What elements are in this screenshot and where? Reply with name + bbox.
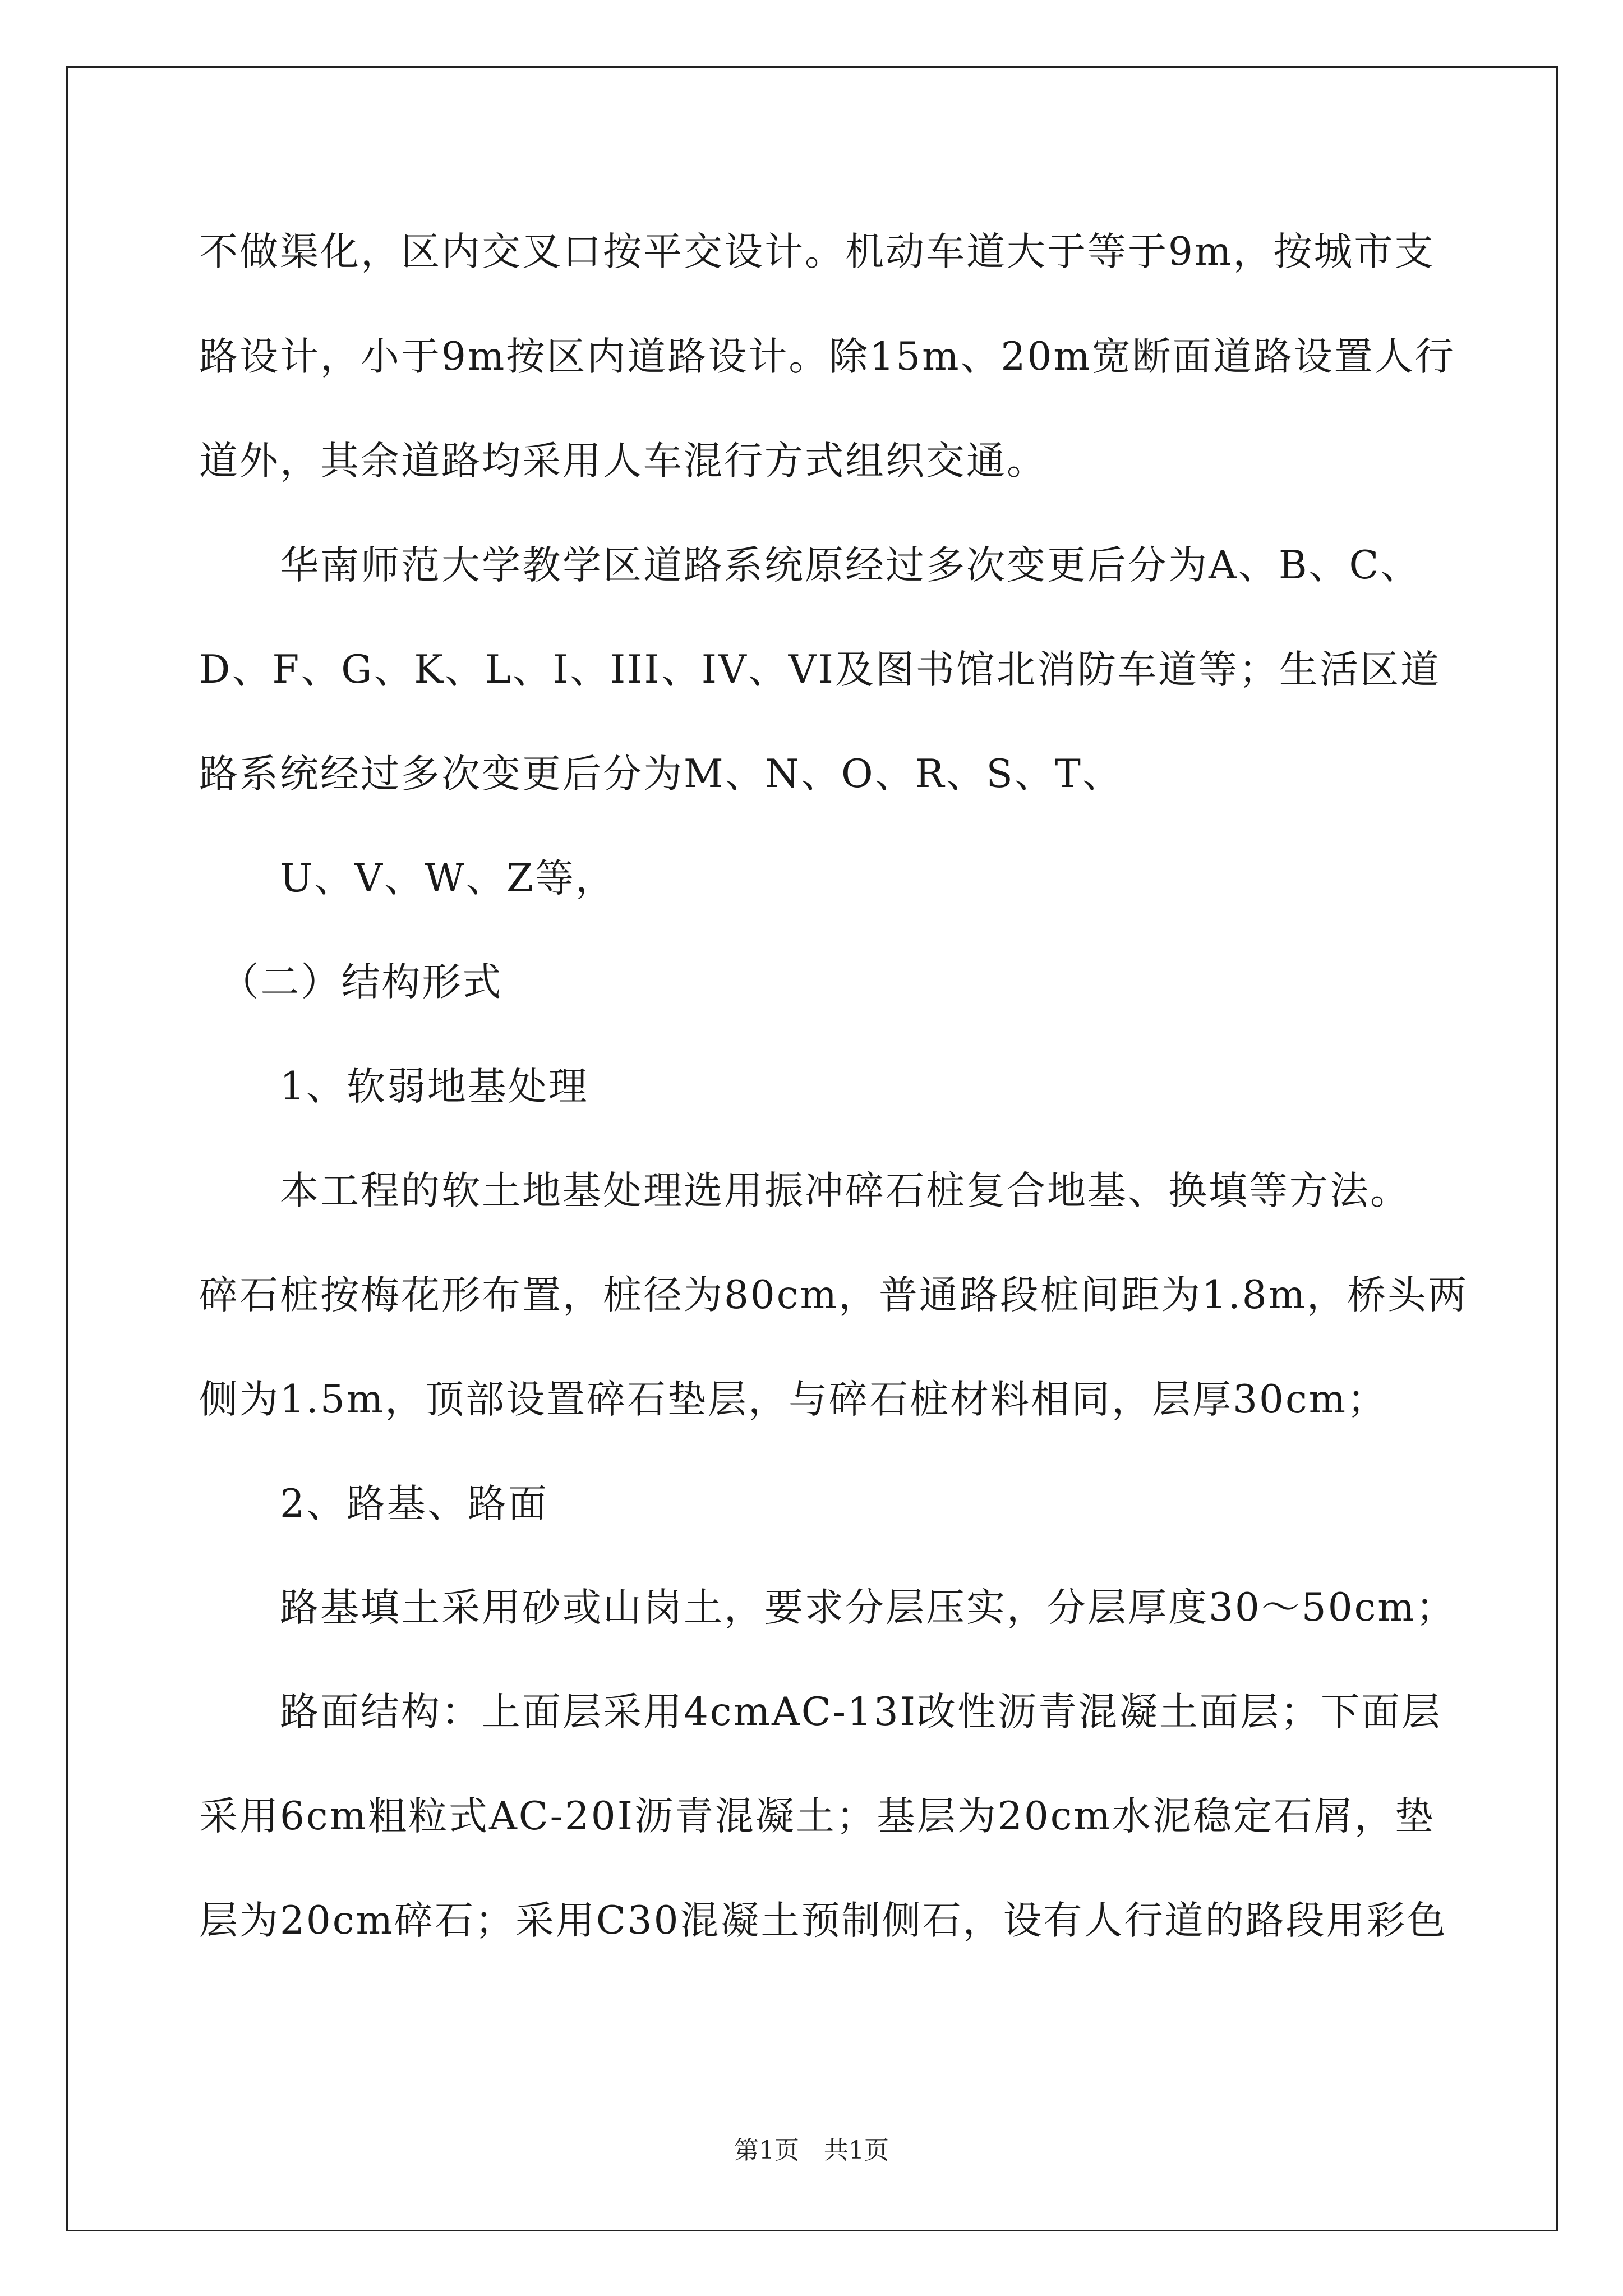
text-line: 华南师范大学教学区道路系统原经过多次变更后分为A、B、C、 xyxy=(199,543,1421,588)
text-line: 采用6cm粗粒式AC-20I沥青混凝土；基层为20cm水泥稳定石屑，垫 xyxy=(199,1794,1435,1839)
text-line: 层为20cm碎石；采用C30混凝土预制侧石，设有人行道的路段用彩色 xyxy=(199,1898,1447,1943)
page-footer: 第1页 共1页 xyxy=(734,2136,889,2165)
text-line: 侧为1.5m，顶部设置碎石垫层，与碎石桩材料相同，层厚30cm； xyxy=(199,1377,1388,1422)
text-line: 碎石桩按梅花形布置，桩径为80cm，普通路段桩间距为1.8m，桥头两 xyxy=(199,1273,1469,1318)
subsection-heading: 2、路基、路面 xyxy=(199,1481,548,1526)
text-line: 路面结构：上面层采用4cmAC-13I改性沥青混凝土面层；下面层 xyxy=(199,1690,1442,1734)
text-line: D、F、G、K、L、I、III、IV、VI及图书馆北消防车道等；生活区道 xyxy=(199,647,1441,692)
text-line: U、V、W、Z等， xyxy=(199,856,616,901)
text-line: 路设计，小于9m按区内道路设计。除15m、20m宽断面道路设置人行 xyxy=(199,334,1455,379)
text-line: 道外，其余道路均采用人车混行方式组织交通。 xyxy=(199,439,1047,484)
text-line: 路基填土采用砂或山岗土，要求分层压实，分层厚度30～50cm； xyxy=(199,1585,1456,1630)
text-line: 不做渠化，区内交叉口按平交设计。机动车道大于等于9m，按城市支 xyxy=(199,229,1435,274)
text-line: 路系统经过多次变更后分为M、N、O、R、S、T、 xyxy=(199,752,1123,797)
section-heading: （二）结构形式 xyxy=(199,960,503,1005)
subsection-heading: 1、软弱地基处理 xyxy=(199,1064,589,1109)
text-line: 本工程的软土地基处理选用振冲碎石桩复合地基、换填等方法。 xyxy=(199,1168,1410,1213)
